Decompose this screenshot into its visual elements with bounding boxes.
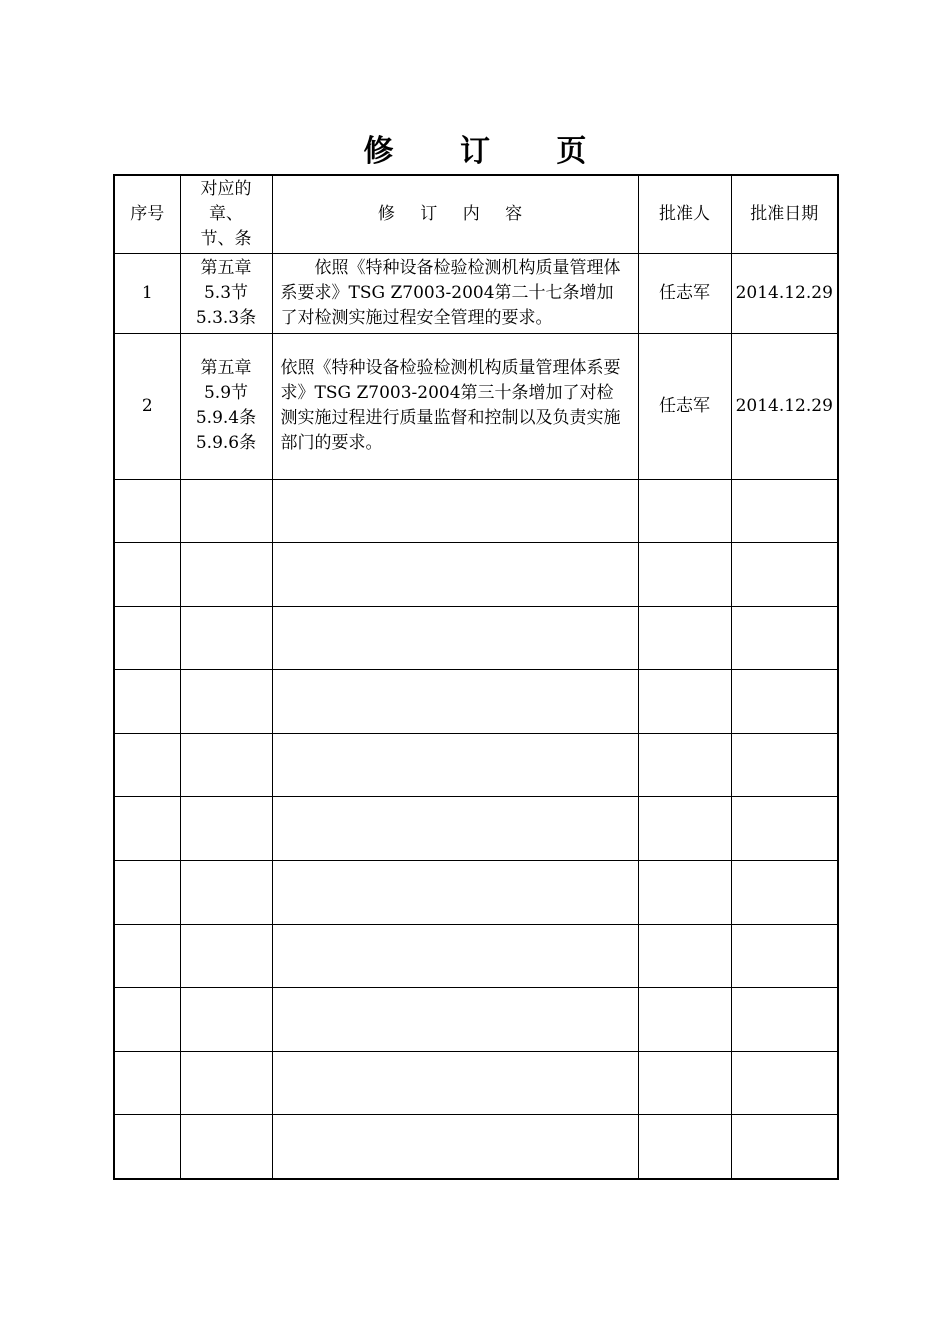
empty-cell (638, 1051, 731, 1115)
empty-cell (272, 733, 638, 797)
page-title: 修 订 页 (363, 134, 615, 169)
empty-cell (180, 1115, 272, 1179)
empty-cell (114, 606, 180, 670)
table-row (114, 333, 838, 479)
row-content-text: 依照《特种设备检验检测机构质量管理体系要求》TSG Z7003-2004第三十条增加了对检测实施过程进行质量监督和控制以及负责实施部门的要求。 (280, 358, 621, 453)
row-content-text: 依照《特种设备检验检测机构质量管理体系要求》TSG Z7003-2004第二十七条增加了对检测实施过程安全管理的要求。 (280, 257, 621, 328)
empty-cell (272, 797, 638, 861)
empty-cell (114, 733, 180, 797)
row-chapter-line: 5.3节 (203, 282, 249, 303)
empty-row (114, 797, 838, 861)
empty-cell (731, 924, 838, 988)
empty-cell (272, 1115, 638, 1179)
empty-cell (180, 606, 272, 670)
empty-cell (731, 543, 838, 607)
empty-cell (731, 606, 838, 670)
empty-cell (272, 1051, 638, 1115)
table-row (114, 253, 838, 333)
row-chapter-line: 5.3.3条 (195, 307, 257, 328)
revision-table (113, 174, 839, 1180)
empty-cell (272, 479, 638, 543)
header-content: 修 订 内 容 (272, 175, 638, 253)
row-chapter-line: 5.9节 (203, 383, 249, 403)
empty-cell (638, 924, 731, 988)
empty-cell (638, 797, 731, 861)
row-content (272, 253, 638, 333)
empty-row (114, 924, 838, 988)
empty-row (114, 606, 838, 670)
empty-cell (180, 861, 272, 925)
header-chapter-line: 节、条 (200, 228, 252, 249)
row-chapter-line: 5.9.6条 (195, 433, 257, 453)
empty-row (114, 1051, 838, 1115)
empty-cell (731, 733, 838, 797)
empty-cell (114, 861, 180, 925)
empty-cell (638, 606, 731, 670)
empty-cell (272, 606, 638, 670)
empty-cell (180, 924, 272, 988)
empty-row (114, 988, 838, 1052)
empty-cell (638, 733, 731, 797)
empty-cell (638, 1115, 731, 1179)
empty-cell (272, 670, 638, 734)
empty-cell (180, 479, 272, 543)
row-chapter-line: 第五章 (200, 358, 252, 378)
table-header-row (114, 175, 838, 253)
empty-cell (114, 988, 180, 1052)
empty-cell (114, 479, 180, 543)
row-chapter-line: 5.9.4条 (195, 408, 257, 428)
header-chapter (180, 175, 272, 253)
empty-cell (638, 479, 731, 543)
empty-row (114, 479, 838, 543)
row-seq: 1 (114, 253, 180, 333)
empty-cell (114, 1051, 180, 1115)
empty-cell (731, 861, 838, 925)
empty-cell (180, 733, 272, 797)
row-chapter (180, 333, 272, 479)
empty-cell (114, 543, 180, 607)
empty-cell (272, 988, 638, 1052)
empty-cell (731, 1115, 838, 1179)
empty-cell (114, 670, 180, 734)
row-chapter-line: 第五章 (200, 257, 252, 278)
empty-cell (180, 670, 272, 734)
empty-cell (180, 1051, 272, 1115)
empty-cell (180, 543, 272, 607)
empty-cell (114, 924, 180, 988)
row-chapter (180, 253, 272, 333)
header-date: 批准日期 (731, 175, 838, 253)
row-content (272, 333, 638, 479)
empty-row (114, 733, 838, 797)
row-approver: 任志军 (638, 253, 731, 333)
empty-row (114, 543, 838, 607)
empty-cell (272, 861, 638, 925)
empty-cell (638, 543, 731, 607)
empty-cell (272, 924, 638, 988)
row-date: 2014.12.29 (731, 333, 838, 479)
header-seq: 序号 (114, 175, 180, 253)
empty-cell (180, 797, 272, 861)
header-approver: 批准人 (638, 175, 731, 253)
empty-cell (731, 797, 838, 861)
row-approver: 任志军 (638, 333, 731, 479)
empty-cell (731, 1051, 838, 1115)
row-date: 2014.12.29 (731, 253, 838, 333)
empty-cell (638, 670, 731, 734)
empty-row (114, 670, 838, 734)
header-chapter-line: 对应的 (200, 178, 252, 199)
empty-row (114, 861, 838, 925)
header-chapter-line: 章、 (209, 203, 243, 224)
empty-cell (180, 988, 272, 1052)
empty-cell (114, 797, 180, 861)
empty-cell (731, 988, 838, 1052)
empty-cell (731, 479, 838, 543)
row-seq: 2 (114, 333, 180, 479)
empty-cell (114, 1115, 180, 1179)
empty-cell (731, 670, 838, 734)
empty-row (114, 1115, 838, 1179)
empty-cell (272, 543, 638, 607)
empty-cell (638, 988, 731, 1052)
empty-cell (638, 861, 731, 925)
